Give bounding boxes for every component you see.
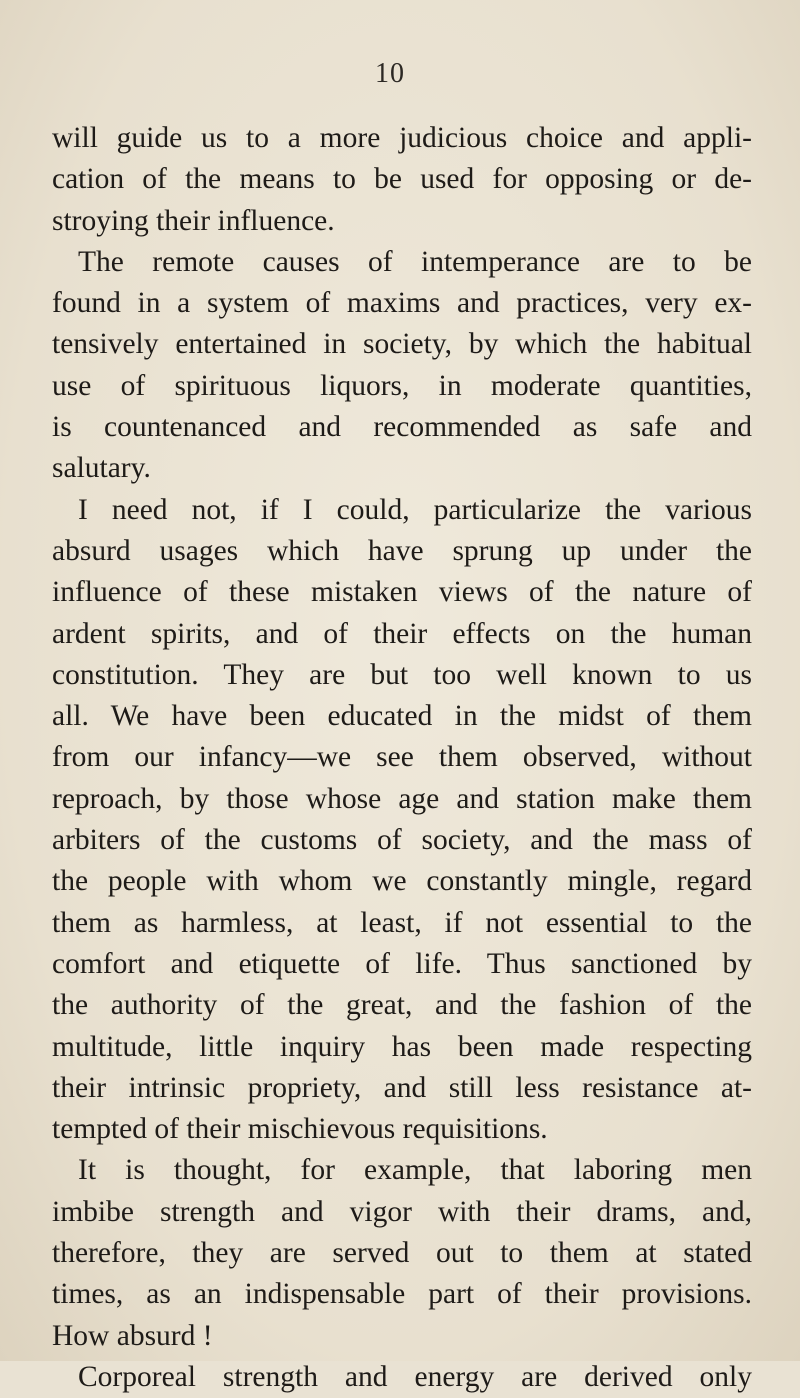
text-line: therefore, they are served out to them at stated <box>52 1237 752 1270</box>
text-line: stroying their influence. <box>52 204 335 237</box>
text-line: How absurd ! <box>52 1319 213 1352</box>
text-line: absurd usages which have sprung up under the <box>52 534 752 567</box>
text-line: cation of the means to be used for opposing or de- <box>52 163 752 196</box>
text-line: arbiters of the customs of society, and the mass of <box>52 824 752 857</box>
text-line: The remote causes of intemperance are to be <box>78 245 752 278</box>
text-line: is countenanced and recommended as safe and <box>52 411 752 444</box>
text-line: Corporeal strength and energy are derived only <box>78 1360 752 1393</box>
text-line: their intrinsic propriety, and still less resistance at- <box>52 1071 752 1104</box>
page-number: 10 <box>375 58 405 89</box>
text-line: influence of these mistaken views of the nature of <box>52 576 752 609</box>
text-line: imbibe strength and vigor with their drams, and, <box>52 1195 752 1228</box>
text-line: I need not, if I could, particularize the various <box>78 493 752 526</box>
page-body <box>52 118 752 1398</box>
text-line: It is thought, for example, that laboring men <box>78 1154 752 1187</box>
text-line: the authority of the great, and the fashion of the <box>52 989 752 1022</box>
text-line: the people with whom we constantly mingle, regard <box>52 865 752 898</box>
text-line: times, as an indispensable part of their provisions. <box>52 1278 752 1311</box>
text-line: salutary. <box>52 452 151 485</box>
text-line: ardent spirits, and of their effects on the human <box>52 617 752 650</box>
text-line: use of spirituous liquors, in moderate quantities, <box>52 369 752 402</box>
text-line: comfort and etiquette of life. Thus sanctioned by <box>52 947 752 980</box>
text-line: multitude, little inquiry has been made respecting <box>52 1030 752 1063</box>
text-line: all. We have been educated in the midst of them <box>52 700 752 733</box>
text-line: from our infancy—we see them observed, without <box>52 741 752 774</box>
text-line: will guide us to a more judicious choice and appli- <box>52 122 752 154</box>
text-line: found in a system of maxims and practices, very ex- <box>52 287 752 320</box>
text-line: them as harmless, at least, if not essential to the <box>52 906 752 939</box>
text-line: constitution. They are but too well known to us <box>52 658 752 691</box>
text-line: tensively entertained in society, by which the habitual <box>52 328 752 361</box>
text-line: reproach, by those whose age and station make them <box>52 782 752 815</box>
text-line: tempted of their mischievous requisitions. <box>52 1113 548 1146</box>
